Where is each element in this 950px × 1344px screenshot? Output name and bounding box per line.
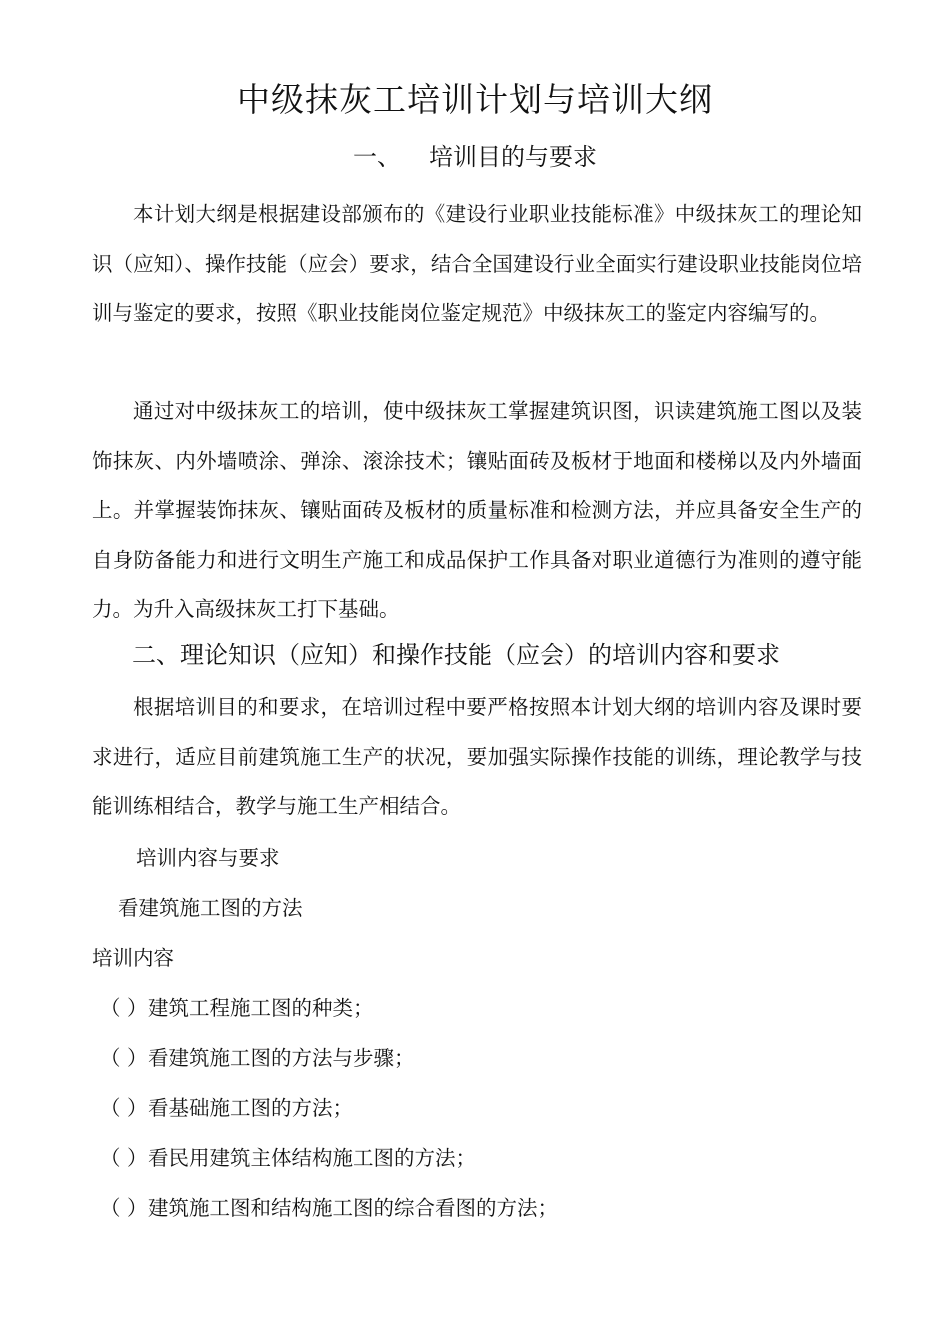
list-item xyxy=(100,1093,353,1123)
subheading-training-content-requirements: 培训内容与要求 xyxy=(136,846,280,870)
list-marker: （ ） xyxy=(100,996,148,1020)
list-marker: （ ） xyxy=(100,1146,148,1170)
section-1-heading-text: 培训目的与要求 xyxy=(429,143,597,171)
section-2-paragraph: 根据培训目的和要求，在培训过程中要严格按照本计划大纲的培训内容及课时要求进行，适应目前建筑施工生产的状况，要加强实际操作技能的训练，理论教学与技能训练相结合，教学与施工生产相结合。 xyxy=(92,695,862,818)
list-item xyxy=(100,1143,476,1173)
list-item xyxy=(100,993,374,1023)
section-1-paragraph-1: 本计划大纲是根据建设部颁布的《建设行业职业技能标准》中级抹灰工的理论知识（应知）、操作技能（应会）要求，结合全国建设行业全面实行建设职业技能岗位培训与鉴定的要求，按照《职业技能岗位鉴定规范》中级抹灰工的鉴定内容编写的。 xyxy=(92,202,862,325)
list-marker: （ ） xyxy=(100,1046,148,1070)
list-item-text: 看基础施工图的方法； xyxy=(148,1096,353,1120)
list-item-text: 建筑工程施工图的种类； xyxy=(148,996,374,1020)
list-item-text: 看建筑施工图的方法与步骤； xyxy=(148,1046,415,1070)
subheading-reading-drawings-method: 看建筑施工图的方法 xyxy=(118,896,303,920)
list-item xyxy=(100,1043,415,1073)
list-marker: （ ） xyxy=(100,1196,148,1220)
section-1-heading xyxy=(0,140,950,174)
section-2-heading: 二、理论知识（应知）和操作技能（应会）的培训内容和要求 xyxy=(132,641,780,669)
list-item xyxy=(100,1193,558,1223)
list-marker: （ ） xyxy=(100,1096,148,1120)
subheading-training-content: 培训内容 xyxy=(92,946,174,970)
list-item-text: 建筑施工图和结构施工图的综合看图的方法； xyxy=(148,1196,558,1220)
section-1-paragraph-2: 通过对中级抹灰工的培训，使中级抹灰工掌握建筑识图，识读建筑施工图以及装饰抹灰、内外墙喷涂、弹涂、滚涂技术；镶贴面砖及板材于地面和楼梯以及内外墙面上。并掌握装饰抹灰、镶贴面砖及板材的质量标准和检测方法，并应具备安全生产的自身防备能力和进行文明生产施工和成品保护工作具备对职业道德行为准则的遵守能力。为升入高级抹灰工打下基础。 xyxy=(92,399,862,621)
section-1-number: 一、 xyxy=(353,143,401,171)
document-title: 中级抹灰工培训计划与培训大纲 xyxy=(237,80,713,119)
list-item-text: 看民用建筑主体结构施工图的方法； xyxy=(148,1146,476,1170)
